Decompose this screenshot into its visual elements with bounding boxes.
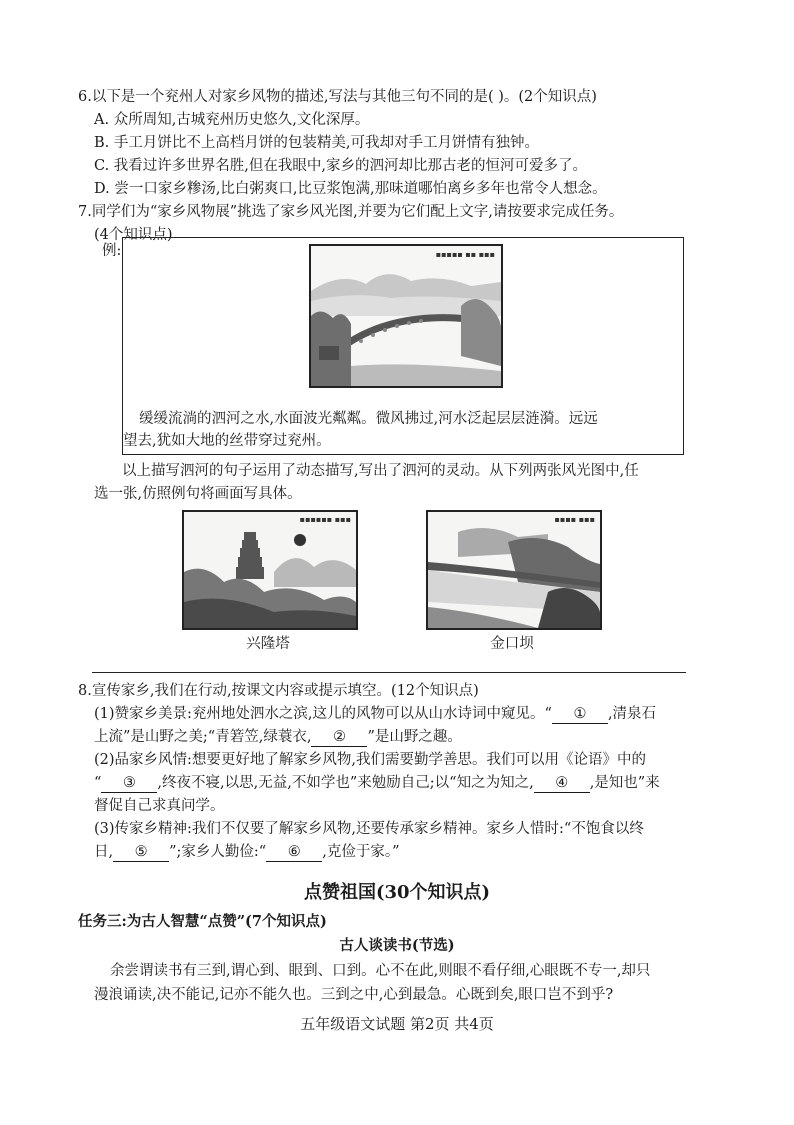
q8-part1-line2 bbox=[94, 726, 462, 748]
blank-5[interactable]: ⑤ bbox=[113, 843, 169, 862]
q8-part3-line2 bbox=[94, 841, 400, 863]
passage-title: 古人谈读书(节选) bbox=[339, 937, 455, 954]
image-inscription: ▪▪▪▪▪ ▪▪ ▪▪▪ bbox=[435, 250, 495, 259]
q6-option-a: A. 众所周知,古城兖州历史悠久,文化深厚。 bbox=[94, 112, 370, 128]
example-box bbox=[122, 237, 684, 455]
q8-part1-text-b: ,清泉石 bbox=[607, 706, 657, 722]
picture-caption-xinglong: 兴隆塔 bbox=[246, 636, 290, 652]
image-inscription: ▪▪▪▪ ▪▪▪ bbox=[554, 515, 595, 524]
blank-1[interactable]: ① bbox=[552, 705, 608, 724]
q8-part3-text-a: 日, bbox=[94, 844, 114, 860]
q8-part2-text-b: ,终夜不寝,以思,无益,不如学也”来勉励自己;以“知之为知之, bbox=[157, 775, 534, 791]
xinglong-pagoda-drawing bbox=[184, 512, 356, 628]
q8-part3-text-b: ”;家乡人勤俭:“ bbox=[169, 844, 267, 860]
q7-instruction-line1: 以上描写泗河的句子运用了动态描写,写出了泗河的灵动。从下列两张风光图中,任 bbox=[122, 463, 639, 479]
blank-3[interactable]: ③ bbox=[101, 774, 157, 793]
q7-stem-line1: 7.同学们为“家乡风物展”挑选了家乡风光图,并要为它们配上文字,请按要求完成任务。 bbox=[78, 204, 624, 220]
blank-2[interactable]: ② bbox=[311, 728, 367, 747]
q8-part1-text-c: 上流”是山野之美;“青箬笠,绿蓑衣, bbox=[94, 729, 312, 745]
page-footer: 五年级语文试题 第2页 共4页 bbox=[300, 1015, 494, 1033]
example-text-line2: 望去,犹如大地的丝带穿过兖州。 bbox=[123, 433, 331, 449]
passage-line2: 漫浪诵读,决不能记,记亦不能久也。三到之中,心到最急。心既到矣,眼口岂不到乎? bbox=[94, 987, 614, 1003]
q8-part2-text-c: ,是知也”来 bbox=[589, 775, 660, 791]
q7-instruction-line2: 选一张,仿照例句将画面写具体。 bbox=[94, 486, 302, 502]
q6-option-c: C. 我看过许多世界名胜,但在我眼中,家乡的泗河却比那古老的恒河可爱多了。 bbox=[94, 158, 588, 174]
jinkou-dam-drawing bbox=[428, 512, 600, 628]
example-text-line1: 缓缓流淌的泗河之水,水面波光粼粼。微风拂过,河水泛起层层涟漪。远远 bbox=[139, 411, 598, 427]
q8-part2-line3: 督促自己求真问学。 bbox=[94, 798, 225, 814]
q8-part2-text-a: “ bbox=[94, 775, 102, 791]
q6-stem: 6.以下是一个兖州人对家乡风物的描述,写法与其他三句不同的是( )。(2个知识点) bbox=[78, 89, 597, 105]
blank-4[interactable]: ④ bbox=[534, 774, 590, 793]
q8-part1-text-a: (1)赞家乡美景:兖州地处泗水之滨,这儿的风物可以从山水诗词中窥见。“ bbox=[94, 706, 552, 722]
passage-line1: 余尝谓读书有三到,谓心到、眼到、口到。心不在此,则眼不看仔细,心眼既不专一,却只 bbox=[110, 963, 651, 979]
xinglong-pagoda-image bbox=[182, 510, 358, 630]
sihe-bridge-image bbox=[309, 244, 503, 388]
q8-part3-text-c: ,克俭于家。” bbox=[322, 844, 400, 860]
q8-stem: 8.宣传家乡,我们在行动,按课文内容或提示填空。(12个知识点) bbox=[78, 683, 479, 699]
q6-option-d: D. 尝一口家乡糁汤,比白粥爽口,比豆浆饱满,那味道哪怕离乡多年也常令人想念。 bbox=[94, 181, 607, 197]
section-title: 点赞祖国(30个知识点) bbox=[303, 882, 491, 903]
task3-title: 任务三:为古人智慧“点赞”(7个知识点) bbox=[78, 913, 327, 930]
sihe-bridge-drawing bbox=[311, 246, 501, 386]
q6-option-b: B. 手工月饼比不上高档月饼的包装精美,可我却对手工月饼情有独钟。 bbox=[94, 135, 539, 151]
q8-part3-line1: (3)传家乡精神:我们不仅要了解家乡风物,还要传承家乡精神。家乡人惜时:“不饱食以终 bbox=[94, 821, 644, 837]
q8-part1-text-d: ”是山野之趣。 bbox=[367, 729, 462, 745]
q8-part1-line1 bbox=[94, 703, 656, 725]
jinkou-dam-image bbox=[426, 510, 602, 630]
image-inscription: ▪▪▪▪▪▪ ▪▪▪ bbox=[299, 515, 351, 524]
q8-part2-line1: (2)品家乡风情:想要更好地了解家乡风物,我们需要勤学善思。我们可以用《论语》中的 bbox=[94, 752, 647, 768]
blank-6[interactable]: ⑥ bbox=[266, 843, 322, 862]
example-label: 例: bbox=[102, 243, 122, 259]
answer-line bbox=[92, 672, 686, 673]
picture-caption-jinkou: 金口坝 bbox=[490, 636, 534, 652]
q8-part2-line2 bbox=[94, 772, 660, 794]
q7-stem-line2: (4个知识点) bbox=[94, 227, 173, 243]
